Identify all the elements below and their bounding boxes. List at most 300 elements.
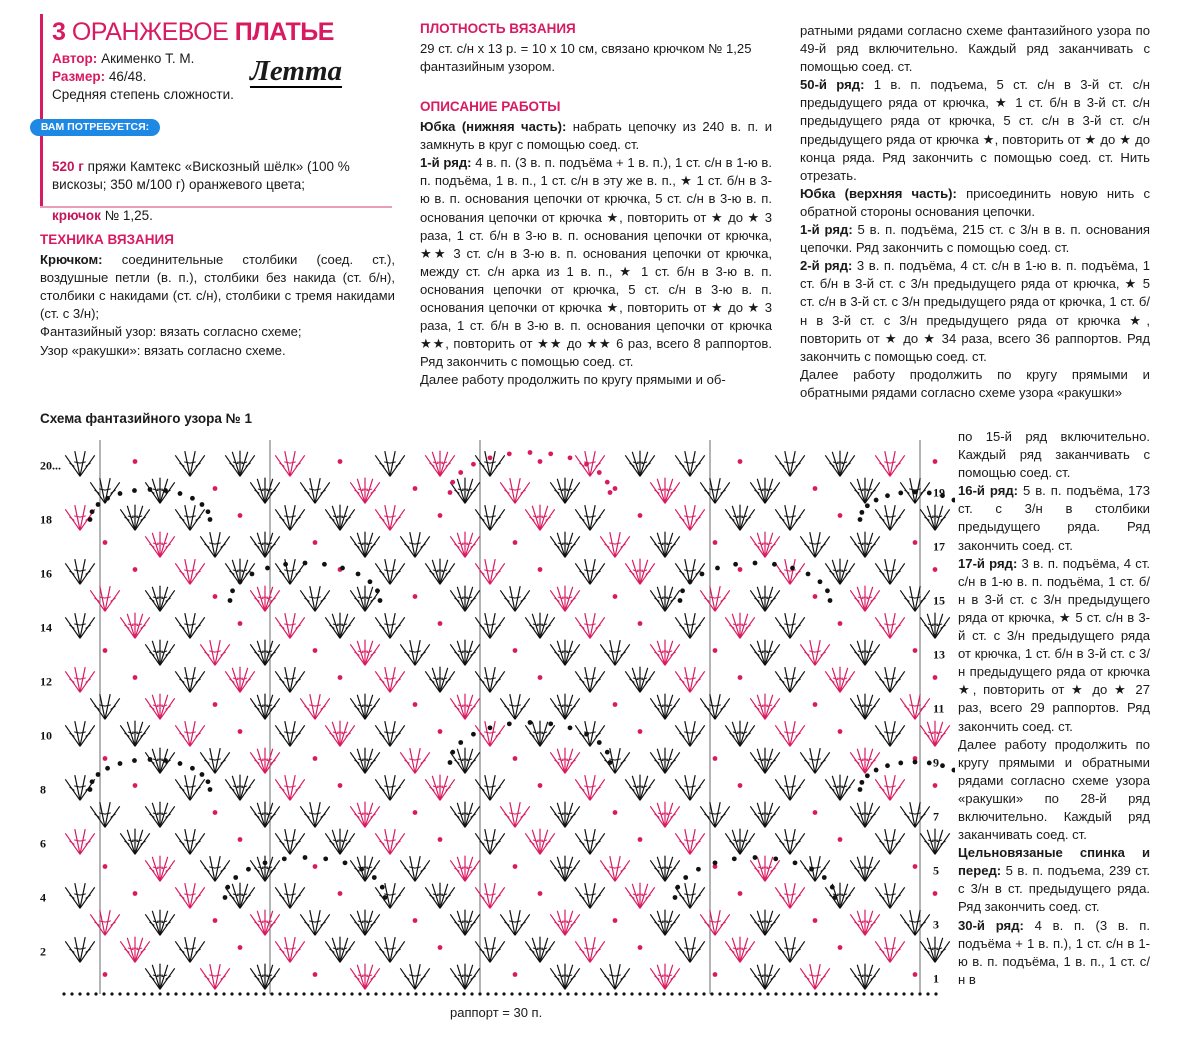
stitch-fan bbox=[450, 964, 479, 990]
stitch-fan bbox=[250, 478, 279, 504]
stitch-dot bbox=[738, 567, 743, 572]
chain-dot bbox=[534, 992, 537, 995]
chain-dot bbox=[518, 992, 521, 995]
chain-dot bbox=[686, 992, 689, 995]
chain-dot bbox=[558, 992, 561, 995]
stitch-dot bbox=[163, 488, 168, 493]
row-label-right: 1 bbox=[933, 971, 939, 986]
chain-dot bbox=[446, 992, 449, 995]
stitch-dot bbox=[738, 891, 743, 896]
stitch-dot bbox=[913, 648, 918, 653]
stitch-fan bbox=[725, 613, 754, 639]
stitch-fan bbox=[400, 748, 429, 773]
stitch-dot bbox=[568, 725, 573, 730]
pattern-info bbox=[52, 50, 234, 104]
stitch-fan bbox=[175, 829, 204, 854]
chain-dot bbox=[406, 992, 409, 995]
stitch-dot bbox=[838, 513, 843, 518]
stitch-dot bbox=[338, 891, 343, 896]
stitch-dot bbox=[282, 856, 287, 861]
stitch-fan bbox=[875, 937, 904, 962]
chain-dot bbox=[566, 992, 569, 995]
stitch-fan bbox=[225, 775, 254, 801]
chain-dot bbox=[286, 992, 289, 995]
stitch-fan bbox=[550, 964, 579, 990]
stitch-fan bbox=[775, 775, 804, 800]
chain-dot bbox=[574, 992, 577, 995]
stitch-fan bbox=[675, 667, 704, 692]
stitch-fan bbox=[425, 451, 454, 477]
stitch-dot bbox=[858, 517, 863, 522]
stitch-fan bbox=[550, 478, 579, 504]
chain-dot bbox=[398, 992, 401, 995]
stitch-dot bbox=[597, 740, 602, 745]
chain-dot bbox=[878, 992, 881, 995]
stitch-fan bbox=[525, 505, 554, 531]
stitch-dot bbox=[513, 648, 518, 653]
stitch-fan bbox=[250, 586, 279, 612]
stitch-fan bbox=[90, 910, 119, 935]
chain-dot bbox=[190, 992, 193, 995]
chain-dot bbox=[262, 992, 265, 995]
front-back-label: Цельновязаные спинка и перед: bbox=[958, 845, 1150, 879]
stitch-fan bbox=[65, 613, 94, 638]
stitch-fan bbox=[920, 937, 949, 963]
stitch-dot bbox=[713, 860, 718, 865]
stitch-fan bbox=[400, 640, 429, 665]
stitch-fan bbox=[450, 532, 479, 558]
stitch-fan bbox=[700, 586, 729, 611]
chain-dot bbox=[646, 992, 649, 995]
stitch-fan bbox=[300, 802, 329, 827]
stitch-dot bbox=[230, 588, 235, 593]
stitch-fan bbox=[920, 613, 949, 639]
stitch-dot bbox=[605, 750, 610, 755]
stitch-dot bbox=[96, 502, 101, 507]
stitch-dot bbox=[223, 895, 228, 900]
stitch-fan bbox=[425, 667, 454, 693]
stitch-fan bbox=[200, 856, 229, 881]
stitch-dot bbox=[213, 918, 218, 923]
stitch-dot bbox=[951, 768, 955, 773]
stitch-dot bbox=[874, 498, 879, 503]
chain-dot bbox=[142, 992, 145, 995]
chart-guides bbox=[62, 440, 937, 996]
stitch-dot bbox=[313, 756, 318, 761]
stitch-fan bbox=[120, 613, 149, 639]
stitch-dot bbox=[885, 763, 890, 768]
stitch-dot bbox=[105, 496, 110, 501]
stitch-dot bbox=[813, 918, 818, 923]
stitch-dot bbox=[638, 621, 643, 626]
stitch-fan bbox=[400, 532, 429, 557]
stitch-dot bbox=[96, 772, 101, 777]
front-back-text: 5 в. п. подъема, 239 ст. с 3/н в ст. предыдущего ряда. Ряд закончить соед. ст. bbox=[958, 863, 1151, 915]
chain-dot bbox=[78, 992, 81, 995]
stitch-fan bbox=[275, 667, 304, 692]
row1-text: 4 в. п. (3 в. п. подъёма + 1 в. п.), 1 ст. с/н в 1-ю в. п. подъёма, 1 в. п., 1 ст. с/н в эту же в. п., ★ 1 ст. б/н в 3-ю в. п. основания цепочки от крючка, 5 ст. с/н в 3-ю в. п. основания цепочки от крючка ★, повторить от ★ до ★ 3 раза, 1 ст. б/н в 3-ю в. п. основания цепочки от крючка, ★★ 3 ст. с/н в 3-ю в. п. основания цепочки от крючка, между ст. с/н арка из 1 в. п., ★ 1 ст. б/н в 3-ю в. п. основания цепочки от крючка, 5 ст. с/н в 3-ю в. п. основания цепочки от крючка ★, повторить от ★ до ★ 3 раза, 1 ст. б/н в 3-ю в. п. основания цепочки от крючка ★★, повторить от ★★ до ★★ 6 раз, всего 8 раппортов. Ряд закончить с помощью соед. ст. bbox=[420, 155, 773, 370]
stitch-fan bbox=[625, 775, 654, 801]
row-label-right: 9 bbox=[933, 755, 939, 770]
stitch-fan bbox=[575, 829, 604, 854]
stitch-dot bbox=[733, 562, 738, 567]
stitch-fan bbox=[850, 856, 879, 882]
chart-left-row-labels bbox=[40, 459, 61, 959]
stitch-fan bbox=[175, 667, 204, 692]
stitch-dot bbox=[513, 864, 518, 869]
chain-dot bbox=[550, 992, 553, 995]
stitch-fan bbox=[650, 802, 679, 828]
technique-hook-label: Крючком: bbox=[40, 252, 103, 268]
stitch-fan bbox=[750, 694, 779, 720]
stitch-dot bbox=[133, 459, 138, 464]
row17-label: 17-й ряд: bbox=[958, 555, 1018, 571]
chain-dot bbox=[102, 992, 105, 995]
technique-shells: Узор «ракушки»: вязать согласно схеме. bbox=[40, 342, 286, 358]
stitch-dot bbox=[538, 567, 543, 572]
stitch-dot bbox=[613, 594, 618, 599]
narrow-text-1: по 15-й ряд включительно. Каждый ряд заканчивать с помощью соед. ст. bbox=[958, 429, 1150, 481]
stitch-dot bbox=[163, 758, 168, 763]
stitch-dot bbox=[265, 566, 270, 571]
stitch-fan bbox=[500, 694, 529, 719]
stitch-fan bbox=[875, 613, 904, 638]
schema-title: Схема фантазийного узора № 1 bbox=[40, 411, 252, 426]
stitch-dot bbox=[738, 459, 743, 464]
stitch-dot bbox=[713, 756, 718, 761]
density-section bbox=[420, 20, 770, 76]
chain-dot bbox=[718, 992, 721, 995]
chart-symbols bbox=[65, 450, 955, 989]
stitch-dot bbox=[448, 760, 453, 765]
stitch-fan bbox=[350, 694, 379, 720]
stitch-fan bbox=[145, 856, 174, 882]
stitch-fan bbox=[250, 532, 279, 558]
stitch-dot bbox=[383, 895, 388, 900]
stitch-dot bbox=[118, 761, 123, 766]
stitch-fan bbox=[350, 640, 379, 666]
stitch-dot bbox=[90, 779, 95, 784]
stitch-fan bbox=[175, 451, 204, 476]
stitch-dot bbox=[343, 860, 348, 865]
stitch-dot bbox=[838, 837, 843, 842]
stitch-dot bbox=[200, 502, 205, 507]
page-title bbox=[52, 18, 334, 47]
stitch-fan bbox=[375, 829, 404, 854]
chain-dot bbox=[822, 992, 825, 995]
stitch-dot bbox=[806, 572, 811, 577]
stitch-fan bbox=[500, 478, 529, 503]
stitch-fan bbox=[250, 856, 279, 882]
chain-dot bbox=[454, 992, 457, 995]
stitch-fan bbox=[350, 478, 379, 504]
stitch-fan bbox=[325, 505, 354, 531]
title-number: 3 bbox=[52, 18, 66, 46]
stitch-fan bbox=[65, 883, 94, 908]
rapport-caption: раппорт = 30 п. bbox=[450, 1005, 543, 1020]
stitch-fan bbox=[675, 829, 704, 854]
chain-dot bbox=[390, 992, 393, 995]
stitch-fan bbox=[775, 883, 804, 908]
stitch-fan bbox=[65, 559, 94, 584]
stitch-fan bbox=[120, 829, 149, 855]
chain-dot bbox=[894, 992, 897, 995]
stitch-fan bbox=[650, 748, 679, 774]
chain-dot bbox=[766, 992, 769, 995]
stitch-fan bbox=[875, 883, 904, 908]
stitch-fan bbox=[175, 559, 204, 584]
row-label-right: 11 bbox=[933, 701, 945, 716]
stitch-dot bbox=[732, 856, 737, 861]
stitch-dot bbox=[208, 787, 213, 792]
stitch-fan bbox=[275, 883, 304, 908]
stitch-fan bbox=[450, 910, 479, 936]
chain-dot bbox=[846, 992, 849, 995]
stitch-fan bbox=[900, 910, 929, 935]
chain-dot bbox=[350, 992, 353, 995]
stitch-dot bbox=[793, 860, 798, 865]
stitch-dot bbox=[103, 972, 108, 977]
stitch-dot bbox=[338, 459, 343, 464]
stitch-dot bbox=[133, 567, 138, 572]
stitch-fan bbox=[145, 964, 174, 990]
stitch-fan bbox=[65, 829, 94, 854]
stitch-fan bbox=[750, 640, 779, 666]
yarn-amount: 520 г bbox=[52, 158, 84, 174]
stitch-fan bbox=[875, 721, 904, 746]
stitch-dot bbox=[830, 885, 835, 890]
stitch-fan bbox=[425, 775, 454, 801]
stitch-fan bbox=[145, 640, 174, 666]
stitch-dot bbox=[238, 621, 243, 626]
chain-dot bbox=[206, 992, 209, 995]
size-label: Размер: bbox=[52, 69, 106, 84]
stitch-dot bbox=[190, 496, 195, 501]
chain-dot bbox=[470, 992, 473, 995]
stitch-fan bbox=[875, 775, 904, 800]
stitch-fan bbox=[600, 640, 629, 665]
header-accent-bar bbox=[40, 14, 43, 208]
chain-dot bbox=[694, 992, 697, 995]
stitch-fan bbox=[525, 613, 554, 639]
stitch-dot bbox=[322, 562, 327, 567]
stitch-fan bbox=[450, 586, 479, 612]
stitch-fan bbox=[550, 694, 579, 720]
stitch-fan bbox=[625, 559, 654, 585]
row-label-right: 15 bbox=[933, 593, 945, 608]
chain-dot bbox=[246, 992, 249, 995]
signature-logo: Летта bbox=[250, 55, 342, 87]
stitch-fan bbox=[550, 748, 579, 774]
stitch-dot bbox=[933, 675, 938, 680]
chain-dot bbox=[910, 992, 913, 995]
stitch-fan bbox=[425, 559, 454, 585]
stitch-fan bbox=[350, 964, 379, 990]
stitch-dot bbox=[608, 760, 613, 765]
stitch-fan bbox=[675, 613, 704, 638]
chain-dot bbox=[422, 992, 425, 995]
chain-dot bbox=[158, 992, 161, 995]
stitch-dot bbox=[238, 729, 243, 734]
chain-dot bbox=[702, 992, 705, 995]
chain-dot bbox=[662, 992, 665, 995]
stitch-fan bbox=[65, 451, 94, 476]
stitch-dot bbox=[323, 856, 328, 861]
stitch-fan bbox=[250, 964, 279, 990]
stitch-fan bbox=[225, 451, 254, 477]
stitch-fan bbox=[90, 478, 119, 503]
stitch-dot bbox=[528, 450, 533, 455]
stitch-dot bbox=[471, 462, 476, 467]
instructions-column-3 bbox=[800, 22, 1150, 402]
description-section bbox=[420, 98, 772, 390]
stitch-dot bbox=[213, 486, 218, 491]
stitch-dot bbox=[213, 702, 218, 707]
stitch-dot bbox=[263, 860, 268, 865]
stitch-dot bbox=[738, 675, 743, 680]
chain-dot bbox=[926, 992, 929, 995]
chain-dot bbox=[870, 992, 873, 995]
stitch-dot bbox=[438, 945, 443, 950]
stitch-dot bbox=[208, 517, 213, 522]
stitch-fan bbox=[725, 505, 754, 531]
stitch-fan bbox=[275, 829, 304, 854]
chain-dot bbox=[126, 992, 129, 995]
stitch-dot bbox=[933, 459, 938, 464]
stitch-fan bbox=[300, 586, 329, 611]
upper-row1-label: 1-й ряд: bbox=[800, 222, 853, 238]
stitch-fan bbox=[175, 721, 204, 746]
row-label-left: 2 bbox=[40, 944, 46, 959]
stitch-dot bbox=[715, 566, 720, 571]
density-heading: ПЛОТНОСТЬ ВЯЗАНИЯ bbox=[420, 21, 576, 36]
row16-label: 16-й ряд: bbox=[958, 483, 1019, 499]
stitch-fan bbox=[350, 748, 379, 774]
density-text: 29 ст. с/н х 13 р. = 10 х 10 см, связано крючком № 1,25 фантазийным узором. bbox=[420, 41, 752, 75]
stitch-fan bbox=[850, 532, 879, 558]
chain-dot bbox=[734, 992, 737, 995]
stitch-fan bbox=[775, 937, 804, 962]
stitch-dot bbox=[838, 945, 843, 950]
chain-dot bbox=[542, 992, 545, 995]
chain-dot bbox=[814, 992, 817, 995]
stitch-fan bbox=[775, 505, 804, 530]
stitch-fan bbox=[625, 451, 654, 477]
stitch-fan bbox=[175, 883, 204, 908]
chain-dot bbox=[622, 992, 625, 995]
stitch-dot bbox=[105, 766, 110, 771]
stitch-fan bbox=[575, 937, 604, 962]
technique-heading: ТЕХНИКА ВЯЗАНИЯ bbox=[40, 232, 174, 247]
stitch-fan bbox=[350, 532, 379, 558]
instructions-column-3-narrow bbox=[958, 428, 1150, 989]
chain-dot bbox=[710, 992, 713, 995]
row50-text: 1 в. п. подъема, 5 ст. с/н в 3-й ст. с/н предыдущего ряда от крючка, ★ 1 ст. б/н в 3-й ст. с/н предыдущего ряда от крючка, 5 ст. с/н в 3-й ст. с/н предыдущего ряда от крючка ★, повторить от ★ до ★ до конца ряда. Ряд закончить с помощью соед. ст. Нить отрезать. bbox=[800, 77, 1151, 183]
chain-dot bbox=[174, 992, 177, 995]
stitch-fan bbox=[300, 478, 329, 503]
stitch-dot bbox=[813, 702, 818, 707]
stitch-fan bbox=[920, 505, 949, 531]
stitch-dot bbox=[538, 675, 543, 680]
stitch-fan bbox=[650, 532, 679, 558]
stitch-fan bbox=[600, 856, 629, 881]
stitch-dot bbox=[613, 702, 618, 707]
chain-dot bbox=[798, 992, 801, 995]
stitch-fan bbox=[575, 883, 604, 908]
row-label-right: 19 bbox=[933, 485, 945, 500]
stitch-fan bbox=[575, 505, 604, 530]
stitch-dot bbox=[678, 598, 683, 603]
stitch-dot bbox=[865, 503, 870, 508]
stitch-fan bbox=[375, 775, 404, 800]
stitch-fan bbox=[175, 937, 204, 962]
stitch-fan bbox=[625, 667, 654, 693]
stitch-fan bbox=[650, 910, 679, 936]
stitch-dot bbox=[488, 725, 493, 730]
stitch-fan bbox=[750, 478, 779, 504]
row50-label: 50-й ряд: bbox=[800, 77, 865, 93]
stitch-dot bbox=[828, 598, 833, 603]
stitch-fan bbox=[350, 586, 379, 612]
stitch-dot bbox=[133, 675, 138, 680]
stitch-dot bbox=[874, 768, 879, 773]
chain-dot bbox=[934, 992, 937, 995]
stitch-fan bbox=[375, 721, 404, 746]
stitch-dot bbox=[88, 517, 93, 522]
chain-dot bbox=[294, 992, 297, 995]
stitch-dot bbox=[132, 758, 137, 763]
stitch-dot bbox=[303, 561, 308, 566]
stitch-dot bbox=[133, 891, 138, 896]
stitch-dot bbox=[608, 490, 613, 495]
stitch-dot bbox=[178, 491, 183, 496]
stitch-fan bbox=[900, 586, 929, 611]
stitch-dot bbox=[356, 572, 361, 577]
row16-text: 5 в. п. подъёма, 173 ст. с 3/н в столбики предыдущего ряда. Ряд закончить соед. ст. bbox=[958, 483, 1150, 553]
stitch-fan bbox=[750, 802, 779, 828]
stitch-fan bbox=[600, 964, 629, 989]
stitch-dot bbox=[753, 561, 758, 566]
stitch-fan bbox=[850, 694, 879, 720]
stitch-dot bbox=[927, 491, 932, 496]
stitch-fan bbox=[300, 694, 329, 719]
chain-dot bbox=[302, 992, 305, 995]
chain-dot bbox=[358, 992, 361, 995]
chain-dot bbox=[598, 992, 601, 995]
stitch-dot bbox=[338, 783, 343, 788]
stitch-dot bbox=[206, 509, 211, 514]
stitch-dot bbox=[613, 918, 618, 923]
stitch-dot bbox=[538, 459, 543, 464]
stitch-dot bbox=[673, 895, 678, 900]
stitch-dot bbox=[233, 875, 238, 880]
stitch-dot bbox=[507, 451, 512, 456]
stitch-fan bbox=[325, 829, 354, 855]
stitch-dot bbox=[413, 918, 418, 923]
stitch-fan bbox=[250, 910, 279, 936]
stitch-dot bbox=[148, 757, 153, 762]
stitch-fan bbox=[375, 667, 404, 692]
stitch-fan bbox=[750, 910, 779, 936]
stitch-fan bbox=[575, 613, 604, 638]
stitch-dot bbox=[538, 783, 543, 788]
chain-dot bbox=[790, 992, 793, 995]
stitch-fan bbox=[375, 613, 404, 638]
chain-dot bbox=[238, 992, 241, 995]
stitch-fan bbox=[600, 748, 629, 773]
stitch-fan bbox=[850, 586, 879, 612]
stitch-dot bbox=[450, 480, 455, 485]
